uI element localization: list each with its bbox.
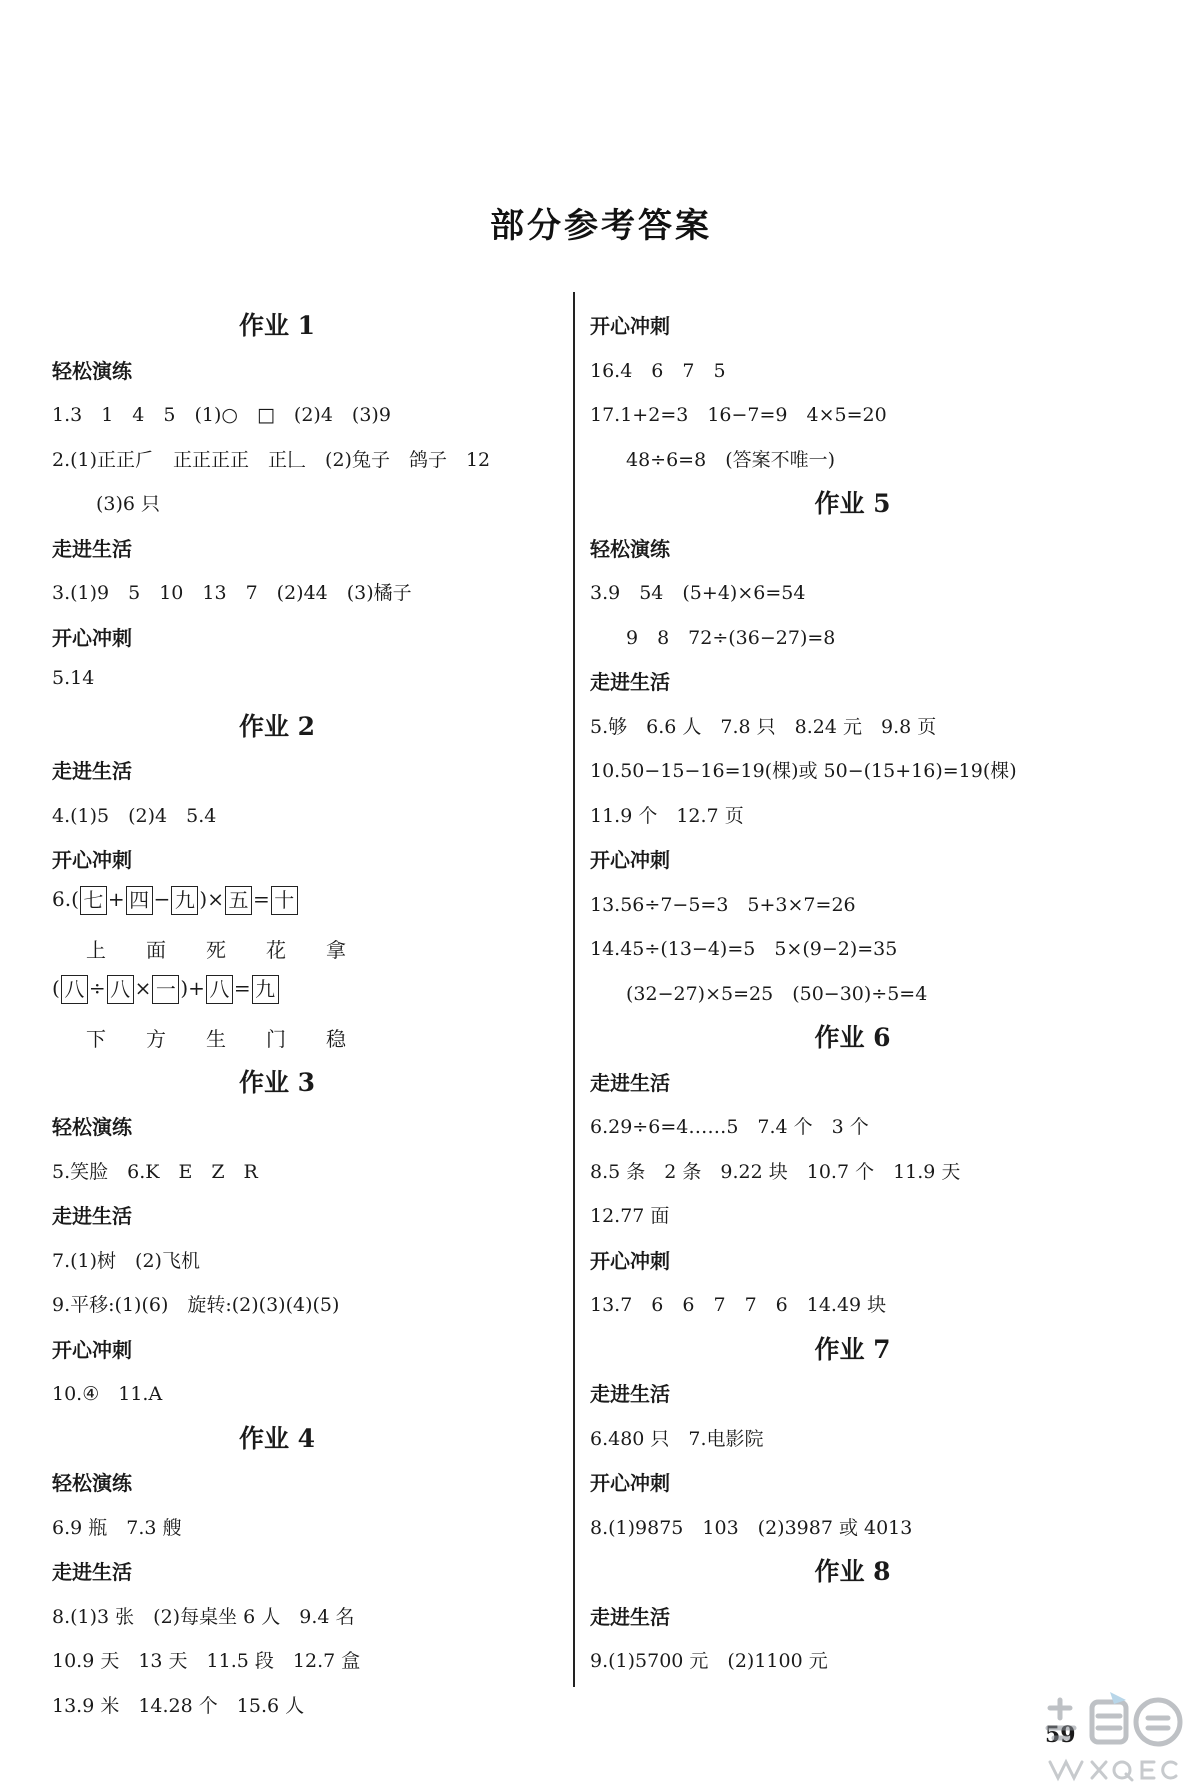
section-heading: 轻松演练 [52,358,132,383]
section-heading: 开心冲刺 [590,1471,670,1495]
idiom-char: 拿 [326,938,346,962]
answer-line: 7.(1)树 (2)飞机 [52,1249,200,1272]
watermark-logo [1040,1688,1190,1784]
puzzle-prefix: 6.( [52,886,79,911]
answer-line: (3)6 只 [96,493,161,515]
section-heading: 走进生活 [52,536,132,561]
answer-line: 1.3 1 4 5 (1)○ □ (2)4 (3)9 [52,404,391,426]
homework-6-title: 作业 6 [814,1023,891,1052]
answer-line: 48÷6=8 (答案不唯一) [626,448,836,471]
homework-7-title: 作业 7 [814,1334,891,1364]
answer-line: 2.(1)正正𠂆 正正正正 正𠃊 (2)兔子 鸽子 12 [52,448,491,471]
operator: = [233,975,251,1000]
answer-box: 五 [225,886,252,915]
answer-line: 4.(1)5 (2)4 5.4 [52,804,217,827]
answer-line: 9 8 72÷(36−27)=8 [626,626,836,649]
section-heading: 轻松演练 [590,536,670,561]
operator: = [252,886,270,911]
answer-line: 6.480 只 7.电影院 [590,1427,764,1450]
section-heading: 开心冲刺 [590,1248,670,1273]
answer-line: 17.1+2=3 16−7=9 4×5=20 [590,404,887,426]
answer-box: 一 [152,975,179,1004]
idiom-char: 上 [86,938,106,962]
operator: )× [199,886,224,911]
answer-line: (32−27)×5=25 (50−30)÷5=4 [626,982,928,1005]
section-heading: 开心冲刺 [590,314,670,338]
answer-box: 四 [126,886,153,915]
idiom-char: 方 [146,1027,166,1051]
answer-line: 8.(1)9875 103 (2)3987 或 4013 [590,1516,913,1539]
section-heading: 走进生活 [590,1604,670,1629]
operator: × [134,975,152,1000]
operator: − [153,886,171,911]
answer-line: 5.够 6.6 人 7.8 只 8.24 元 9.8 页 [590,715,937,738]
section-heading: 开心冲刺 [52,848,132,872]
answer-line: 16.4 6 7 5 [590,359,726,382]
idiom-char: 稳 [326,1027,346,1051]
operator: ÷ [88,975,106,1000]
equation-puzzle-1 [52,879,572,924]
answer-line: 10.50−15−16=19(棵)或 50−(15+16)=19(棵) [590,760,1017,782]
answer-box: 八 [61,975,88,1004]
operator: + [107,886,125,911]
answer-line: 13.56÷7−5=3 5+3×7=26 [590,893,856,916]
answer-line: 10.④ 11.A [52,1383,163,1405]
answer-line: 9.平移:(1)(6) 旋转:(2)(3)(4)(5) [52,1294,340,1316]
section-heading: 走进生活 [52,759,132,783]
page-title: 部分参考答案 [490,206,712,246]
column-divider [573,292,575,1687]
answer-line: 6.29÷6=4……5 7.4 个 3 个 [590,1116,869,1138]
puzzle-prefix: ( [52,975,60,1000]
answer-line: 6.9 瓶 7.3 艘 [52,1516,182,1539]
section-heading: 开心冲刺 [52,625,132,650]
section-heading: 轻松演练 [52,1115,132,1139]
section-heading: 开心冲刺 [52,1337,132,1362]
homework-4-title: 作业 4 [238,1423,316,1453]
answer-box: 七 [80,886,107,915]
answer-line: 5.笑脸 6.K E Z R [52,1160,258,1183]
answer-line: 12.77 面 [590,1205,670,1227]
homework-5-title: 作业 5 [814,489,891,518]
section-heading: 走进生活 [590,1382,670,1406]
idiom-characters-2 [52,1012,572,1057]
idiom-char: 面 [146,938,166,962]
answer-line: 9.(1)5700 元 (2)1100 元 [590,1650,828,1672]
answer-line: 13.9 米 14.28 个 15.6 人 [52,1694,305,1717]
homework-2-title: 作业 2 [238,711,316,741]
answer-box: 九 [171,886,198,915]
section-heading: 走进生活 [52,1204,132,1228]
answer-line: 14.45÷(13−4)=5 5×(9−2)=35 [590,938,898,960]
answer-line: 5.14 [52,667,95,689]
answer-line: 3.(1)9 5 10 13 7 (2)44 (3)橘子 [52,582,412,604]
homework-3-title: 作业 3 [238,1067,316,1097]
page-number: 59 [1045,1722,1076,1748]
section-heading: 开心冲刺 [590,848,670,872]
answer-box: 十 [271,886,298,915]
answer-line: 10.9 天 13 天 11.5 段 12.7 盒 [52,1650,361,1672]
answer-line: 13.7 6 6 7 7 6 14.49 块 [590,1294,887,1316]
answer-line: 8.(1)3 张 (2)每桌坐 6 人 9.4 名 [52,1605,355,1628]
left-column [52,300,572,1724]
answer-line: 11.9 个 12.7 页 [590,804,744,827]
idiom-char: 花 [266,938,286,962]
answer-line: 3.9 54 (5+4)×6=54 [590,582,806,604]
answer-box: 九 [252,975,279,1004]
section-heading: 走进生活 [590,670,670,694]
idiom-char: 生 [206,1027,226,1051]
answer-box: 八 [206,975,233,1004]
idiom-char: 死 [206,938,226,962]
section-heading: 走进生活 [52,1560,132,1584]
homework-1-title: 作业 1 [238,311,316,340]
answer-box: 八 [107,975,134,1004]
operator: )+ [180,975,205,1000]
idiom-characters-1 [52,923,572,968]
equation-puzzle-2 [52,968,572,1013]
section-heading: 走进生活 [590,1070,670,1095]
homework-8-title: 作业 8 [814,1557,891,1586]
idiom-char: 下 [86,1027,106,1051]
section-heading: 轻松演练 [52,1471,132,1495]
answer-line: 8.5 条 2 条 9.22 块 10.7 个 11.9 天 [590,1160,961,1183]
idiom-char: 门 [266,1027,286,1051]
right-column [590,300,1150,1680]
